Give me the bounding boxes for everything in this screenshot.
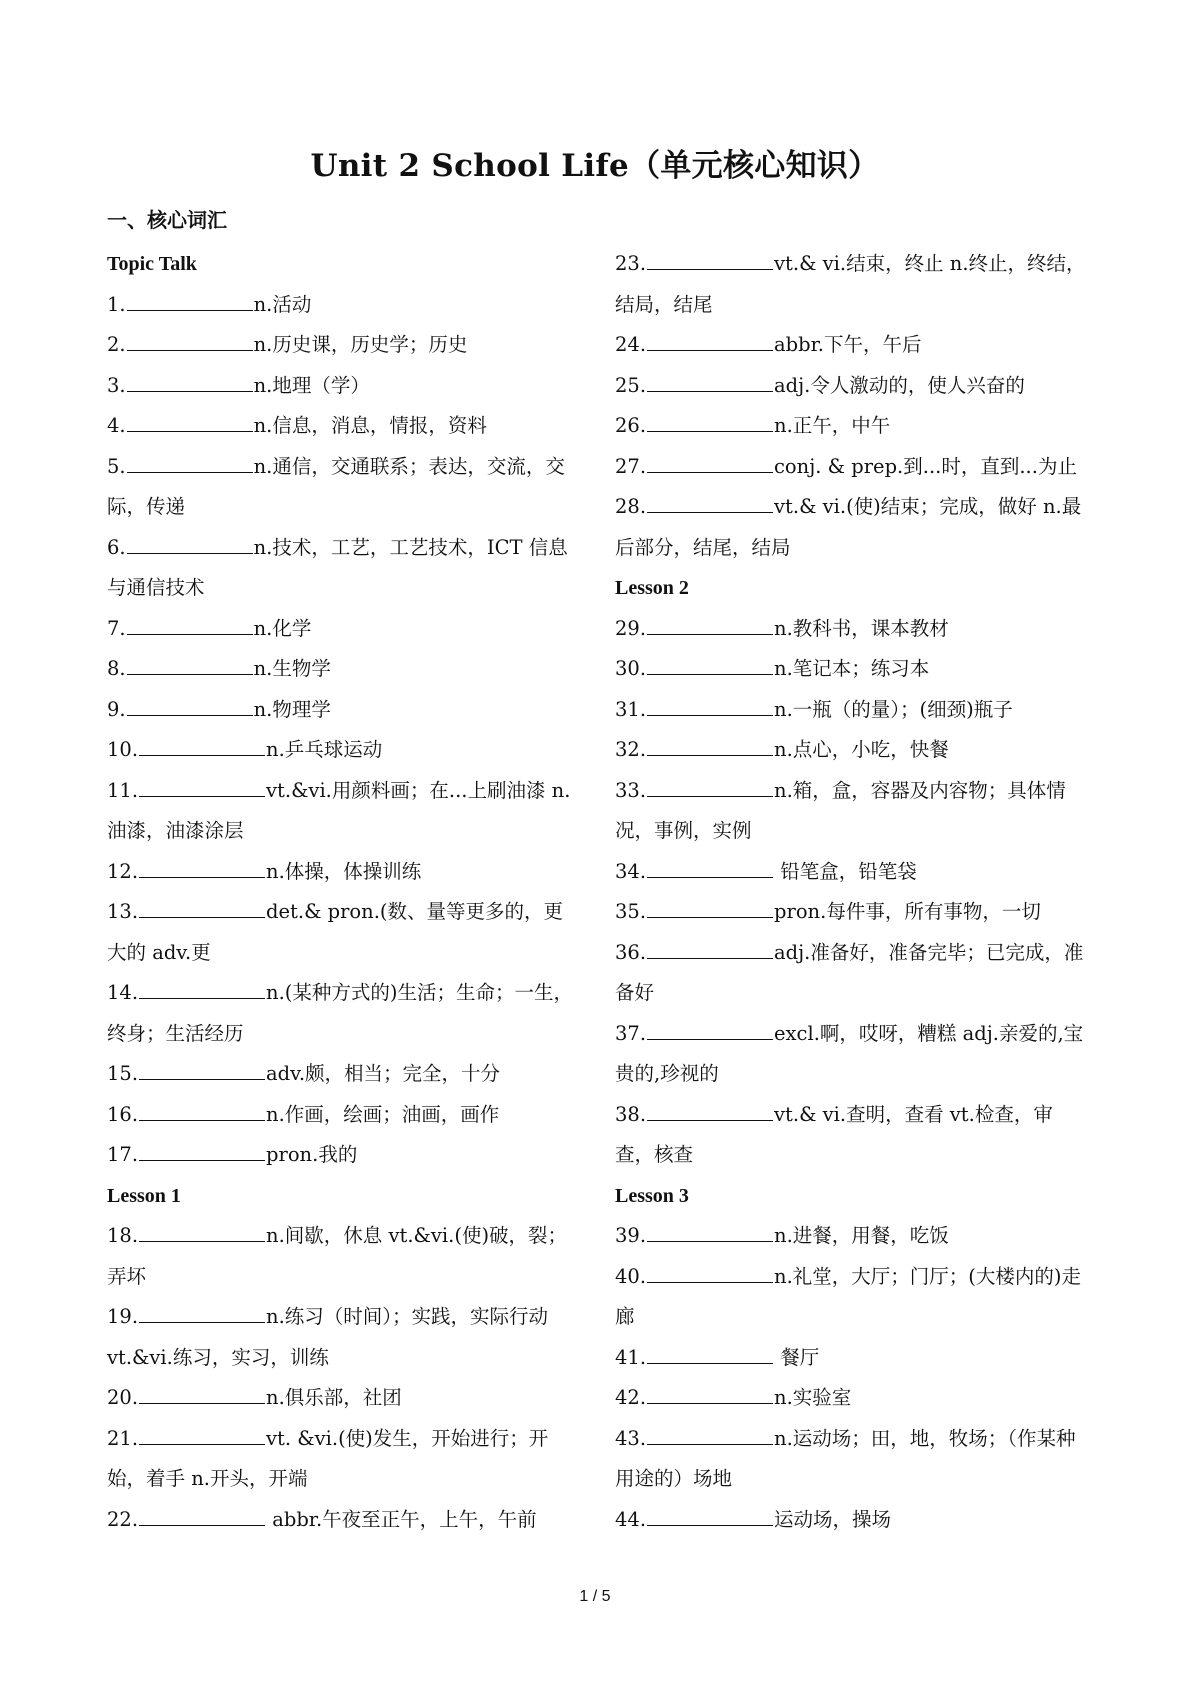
item-number: 6. [107,535,126,559]
item-number: 22. [107,1507,139,1531]
vocab-item [615,730,1090,771]
item-definition: abbr.午夜至正午，上午，午前 [266,1507,537,1531]
item-definition: vt.&vi.用颜料画；在...上刷油漆 n.油漆，油漆涂层 [107,778,571,842]
vocab-item [107,447,582,528]
item-definition: n.点心，小吃，快餐 [774,738,949,761]
vocab-item [615,771,1090,852]
item-number: 8. [107,657,126,680]
item-definition: adv.颇，相当；完全，十分 [266,1062,501,1085]
fill-in-blank[interactable] [647,1381,773,1404]
item-number: 17. [107,1143,139,1166]
item-definition: n.体操，体操训练 [266,859,422,883]
fill-in-blank[interactable] [127,369,253,392]
fill-in-blank[interactable] [139,855,265,878]
item-definition: n.运动场；田，地，牧场；（作某种用途的）场地 [615,1426,1076,1490]
item-number: 37. [615,1021,647,1045]
item-number: 38. [615,1102,647,1126]
vocab-item [107,892,582,973]
vocab-item [107,1216,582,1297]
vocab-item [615,1338,1090,1379]
fill-in-blank[interactable] [139,1057,265,1080]
item-definition: vt.& vi.结束，终止 n.终止，终结，结局，结尾 [615,252,1086,316]
fill-in-blank[interactable] [647,733,773,756]
vocab-item [107,325,582,366]
fill-in-blank[interactable] [647,855,773,878]
item-definition: n.乒乓球运动 [266,738,383,761]
vocab-item [615,366,1090,407]
item-number: 32. [615,738,647,761]
vocab-item [107,1095,582,1136]
vocab-item [107,528,582,609]
item-number: 39. [615,1224,647,1247]
item-number: 40. [615,1264,647,1288]
fill-in-blank[interactable] [647,1260,773,1283]
item-number: 5. [107,454,126,478]
item-definition: n.进餐，用餐，吃饭 [774,1224,949,1247]
vocab-item [615,1095,1090,1176]
item-number: 11. [107,778,139,802]
item-definition: n.正午，中午 [774,414,891,437]
fill-in-blank[interactable] [647,1017,773,1040]
vocab-item [107,852,582,893]
item-definition: n.历史课，历史学；历史 [253,333,468,356]
fill-in-blank[interactable] [647,450,773,473]
right-column [615,244,1090,1540]
item-number: 9. [107,697,126,721]
item-definition: n.活动 [253,292,312,316]
vocab-item [615,1257,1090,1338]
item-number: 2. [107,333,126,356]
fill-in-blank[interactable] [647,774,773,797]
fill-in-blank[interactable] [647,409,773,432]
vocab-item [615,487,1090,568]
vocab-item [107,1378,582,1419]
fill-in-blank[interactable] [139,1098,265,1121]
page-title: Unit 2 School Life（单元核心知识） [310,148,880,184]
item-definition: n.通信，交通联系；表达，交流，交际，传递 [107,454,565,518]
vocab-item [615,1500,1090,1541]
fill-in-blank[interactable] [647,1341,773,1364]
item-definition: n.一瓶（的量）；(细颈)瓶子 [774,697,1013,721]
item-definition: 铅笔盒，铅笔袋 [774,859,917,883]
item-number: 44. [615,1507,647,1531]
item-definition: vt.& vi.(使)结束；完成，做好 n.最后部分，结尾，结局 [615,495,1082,559]
vocab-item [615,892,1090,933]
fill-in-blank[interactable] [647,1219,773,1242]
fill-in-blank[interactable] [647,936,773,959]
fill-in-blank[interactable] [139,1381,265,1404]
item-definition: n.礼堂，大厅；门厅；(大楼内的)走廊 [615,1264,1081,1328]
fill-in-blank[interactable] [139,1503,265,1526]
left-column [107,244,582,1540]
vocab-item [107,406,582,447]
item-number: 23. [615,252,647,275]
vocab-item [615,1419,1090,1500]
fill-in-blank[interactable] [647,652,773,675]
vocab-item [107,1135,582,1176]
item-number: 30. [615,657,647,680]
item-number: 33. [615,778,647,802]
vocab-item [107,1297,582,1378]
fill-in-blank[interactable] [647,1098,773,1121]
lesson-subheading: Topic Talk [107,253,197,275]
item-number: 18. [107,1224,139,1247]
item-definition: n.教科书，课本教材 [774,616,949,640]
item-number: 7. [107,616,126,640]
item-definition: n.俱乐部，社团 [266,1386,402,1409]
item-definition: conj. & prep.到...时，直到...为止 [774,454,1077,478]
item-number: 27. [615,454,647,478]
vocab-item [615,1014,1090,1095]
vocab-item [615,609,1090,650]
fill-in-blank[interactable] [647,247,773,270]
vocab-item [615,325,1090,366]
fill-in-blank[interactable] [139,1300,265,1323]
fill-in-blank[interactable] [139,1138,265,1161]
fill-in-blank[interactable] [127,531,253,554]
vocab-item [615,406,1090,447]
vocab-item [615,1216,1090,1257]
item-number: 28. [615,495,647,518]
vocab-item [107,771,582,852]
item-number: 3. [107,373,126,397]
item-definition: vt.& vi.查明，查看 vt.检查，审查，核查 [615,1102,1053,1166]
item-number: 1. [107,292,126,316]
vocab-item [107,973,582,1054]
vocab-item [615,1378,1090,1419]
page-number: 1 / 5 [579,1588,611,1605]
fill-in-blank[interactable] [139,895,265,918]
fill-in-blank[interactable] [127,612,253,635]
item-definition: n.间歇，休息 vt.&vi.(使)破，裂；弄坏 [107,1224,568,1288]
item-definition: n.笔记本；练习本 [774,657,930,680]
vocab-item [107,1500,582,1541]
item-number: 12. [107,859,139,883]
fill-in-blank[interactable] [127,693,253,716]
item-number: 4. [107,414,126,437]
fill-in-blank[interactable] [647,1422,773,1445]
fill-in-blank[interactable] [139,976,265,999]
fill-in-blank[interactable] [139,774,265,797]
fill-in-blank[interactable] [647,490,773,513]
item-definition: n.箱，盒，容器及内容物；具体情况，事例，实例 [615,778,1066,842]
item-number: 41. [615,1345,647,1369]
vocab-item [107,1054,582,1095]
item-definition: n.信息，消息，情报，资料 [253,414,487,437]
lesson-subheading: Lesson 2 [615,577,689,599]
vocab-item [615,933,1090,1014]
vocab-item [615,852,1090,893]
fill-in-blank[interactable] [647,895,773,918]
vocab-item [615,244,1090,325]
fill-in-blank[interactable] [127,328,253,351]
item-definition: 运动场，操场 [774,1507,892,1531]
lesson-subheading: Lesson 3 [615,1184,689,1207]
item-definition: n.地理（学） [253,373,370,397]
fill-in-blank[interactable] [647,693,773,716]
item-number: 34. [615,859,647,883]
fill-in-blank[interactable] [647,612,773,635]
item-definition: det.& pron.(数、量等更多的，更大的 adv.更 [107,900,564,964]
item-definition: adj.令人激动的，使人兴奋的 [774,373,1025,397]
vocab-item [107,1419,582,1500]
lesson-subheading: Lesson 1 [107,1184,181,1207]
item-number: 16. [107,1102,139,1126]
vocab-item [107,649,582,690]
section-heading: 一、核心词汇 [107,208,227,232]
item-number: 35. [615,900,647,923]
fill-in-blank[interactable] [139,733,265,756]
item-number: 20. [107,1386,139,1409]
fill-in-blank[interactable] [127,652,253,675]
item-number: 13. [107,900,139,923]
item-definition: n.实验室 [774,1386,852,1409]
item-number: 29. [615,616,647,640]
fill-in-blank[interactable] [139,1422,265,1445]
item-definition: excl.啊，哎呀，糟糕 adj.亲爱的,宝贵的,珍视的 [615,1021,1084,1085]
item-number: 24. [615,333,647,356]
fill-in-blank[interactable] [127,409,253,432]
item-number: 25. [615,373,647,397]
vocab-item [615,649,1090,690]
item-definition: n.物理学 [253,697,331,721]
item-number: 14. [107,981,139,1004]
item-definition: n.化学 [253,616,312,640]
fill-in-blank[interactable] [647,369,773,392]
item-number: 19. [107,1305,139,1328]
item-number: 36. [615,940,647,964]
item-number: 10. [107,738,139,761]
vocab-item [107,285,582,326]
item-definition: 餐厅 [774,1345,820,1369]
vocab-item [107,690,582,731]
item-number: 42. [615,1386,647,1409]
vocab-item [615,690,1090,731]
item-definition: abbr.下午，午后 [774,333,922,356]
item-number: 26. [615,414,647,437]
item-definition: n.生物学 [253,657,331,680]
vocab-item [107,730,582,771]
fill-in-blank[interactable] [647,328,773,351]
item-number: 31. [615,697,647,721]
fill-in-blank[interactable] [139,1219,265,1242]
vocab-item [615,447,1090,488]
item-number: 15. [107,1062,139,1085]
item-definition: n.作画，绘画；油画，画作 [266,1102,500,1126]
item-definition: pron.每件事，所有事物，一切 [774,900,1041,923]
item-definition: n.技术，工艺，工艺技术，ICT 信息与通信技术 [107,535,568,599]
fill-in-blank[interactable] [127,450,253,473]
vocab-item [107,609,582,650]
item-definition: vt. &vi.(使)发生，开始进行；开始，着手 n.开头，开端 [107,1426,549,1490]
item-definition: n.(某种方式的)生活；生命；一生，终身；生活经历 [107,981,573,1045]
item-number: 21. [107,1426,139,1450]
vocab-item [107,366,582,407]
item-number: 43. [615,1426,647,1450]
item-definition: pron.我的 [266,1143,358,1166]
item-definition: n.练习（时间）；实践，实际行动 vt.&vi.练习，实习，训练 [107,1305,549,1369]
fill-in-blank[interactable] [127,288,253,311]
item-definition: adj.准备好，准备完毕；已完成，准备好 [615,940,1084,1004]
fill-in-blank[interactable] [647,1503,773,1526]
